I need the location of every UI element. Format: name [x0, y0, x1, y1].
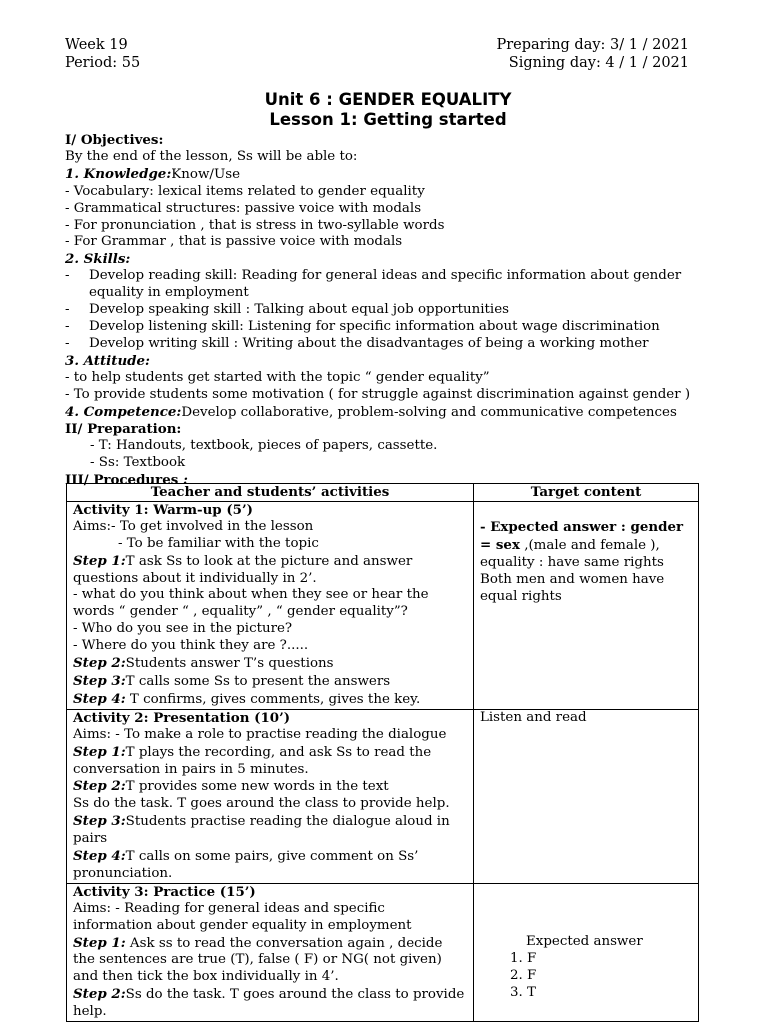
answer-item: 3. T — [527, 985, 692, 1002]
activity-1-question: - what do you think about when they see or hear the words “ gender “ , equality” , “ gender equality”? — [73, 587, 429, 620]
lesson-title: Lesson 1: Getting started — [269, 110, 507, 129]
skill-text: Develop speaking skill : Talking about equal job opportunities — [89, 302, 509, 318]
skill-item: - Develop listening skill: Listening for specific information about wage discrimination — [65, 319, 705, 336]
activity-3-aims: Aims: - Reading for general ideas and specific information about gender equality in employment — [73, 900, 412, 933]
header-right — [496, 36, 689, 72]
knowledge-item: - Vocabulary: lexical items related to gender equality — [65, 183, 425, 199]
activity-1-step-2 — [73, 655, 467, 673]
preparing-day: Preparing day: 3/ 1 / 2021 — [496, 37, 689, 53]
procedures-colon: : — [178, 472, 188, 489]
knowledge-text: Know/Use — [171, 166, 241, 182]
attitude-item: - to help students get started with the topic “ gender equality” — [65, 369, 490, 385]
table-row — [67, 883, 699, 1021]
step-text: T provides some new words in the text — [125, 779, 389, 795]
activity-1-question: - Who do you see in the picture? — [73, 621, 293, 637]
page-title — [0, 90, 768, 130]
skill-item: - Develop writing skill : Writing about the disadvantages of being a working mother — [65, 336, 705, 353]
activity-1-aims: Aims:- To get involved in the lesson — [73, 518, 314, 534]
preparation-heading: II/ Preparation: — [65, 421, 182, 438]
step-text: T plays the recording, and ask Ss to read the conversation in pairs in 5 minutes. — [73, 744, 432, 777]
activity-3-target — [474, 883, 699, 1021]
target-answer-line — [480, 519, 692, 555]
step-text: Students practise reading the dialogue aloud in pairs — [73, 814, 450, 847]
knowledge-item: - Grammatical structures: passive voice with modals — [65, 200, 422, 216]
procedures-table — [66, 483, 699, 1022]
skill-text: Develop writing skill : Writing about the disadvantages of being a working mother — [89, 335, 649, 351]
step-label: Step 1: — [73, 743, 126, 760]
skill-text: Develop reading skill: Reading for general ideas and specific information about gender equality in employment — [89, 268, 682, 301]
expected-answer-heading: Expected answer — [526, 933, 643, 949]
target-rest: ,(male and female ), — [519, 537, 660, 553]
activity-1-cell — [67, 501, 474, 709]
step-label: Step 4: — [73, 690, 126, 707]
procedures-heading-text: III/ Procedures — [65, 472, 179, 489]
answer-item: 2. F — [527, 968, 692, 985]
activity-2-step-2 — [73, 778, 467, 796]
step-text: Ss do the task. T goes around the class to provide help. — [73, 987, 465, 1020]
preparation-item: - Ss: Textbook — [90, 455, 186, 471]
knowledge-label: 1. Knowledge: — [65, 165, 172, 182]
objectives-heading: I/ Objectives: — [65, 132, 164, 148]
activity-1-title: Activity 1: Warm-up (5’) — [73, 501, 253, 518]
skill-item: - Develop reading skill: Reading for general ideas and specific information about gender equality in employment — [65, 268, 705, 302]
activity-3-title: Activity 3: Practice (15’) — [73, 883, 256, 900]
target-bold: - Expected answer : gender = sex — [480, 518, 684, 553]
activity-2-step-2b: Ss do the task. T goes around the class to provide help. — [73, 796, 450, 812]
answer-item: 1. F — [527, 951, 692, 968]
step-label: Step 2: — [73, 655, 126, 672]
step-label: Step 3: — [73, 813, 126, 830]
step-text: Ask ss to read the conversation again , decide the sentences are true (T), false ( F) or NG( not given) and then tick the box individually in 4’. — [73, 935, 443, 985]
table-row — [67, 501, 699, 709]
activity-1-step-1 — [73, 553, 467, 588]
activity-2-target — [474, 709, 699, 883]
activity-2-title: Activity 2: Presentation (10’) — [73, 709, 291, 726]
competence-text: Develop collaborative, problem-solving and communicative competences — [181, 404, 677, 420]
objectives-intro: By the end of the lesson, Ss will be able to: — [65, 148, 358, 164]
step-text: T confirms, gives comments, gives the key. — [125, 691, 421, 707]
skill-item: - Develop speaking skill : Talking about equal job opportunities — [65, 302, 705, 319]
activity-2-step-3 — [73, 813, 467, 848]
step-text: Students answer T’s questions — [125, 656, 334, 672]
activity-1-step-3 — [73, 673, 467, 691]
unit-title: Unit 6 : GENDER EQUALITY — [264, 90, 512, 109]
activity-2-aims: Aims: - To make a role to practise reading the dialogue — [73, 726, 447, 742]
step-label: Step 4: — [73, 848, 126, 865]
table-header-row — [67, 484, 699, 502]
step-label: Step 2: — [73, 986, 126, 1003]
knowledge-item: - For Grammar , that is passive voice with modals — [65, 234, 403, 250]
skills-label: 2. Skills: — [65, 251, 131, 268]
col-activities-header: Teacher and students’ activities — [67, 484, 474, 502]
activity-2-step-1 — [73, 744, 467, 779]
preparation-item: - T: Handouts, textbook, pieces of papers, cassette. — [90, 438, 438, 454]
col-target-header: Target content — [474, 484, 699, 502]
activity-1-step-4 — [73, 691, 467, 709]
step-label: Step 2: — [73, 778, 126, 795]
target-line: Both men and women have equal rights — [480, 571, 665, 604]
header-left — [65, 36, 140, 72]
activity-3-step-2 — [73, 986, 467, 1021]
knowledge-line — [65, 166, 705, 184]
step-label: Step 1: — [73, 552, 126, 569]
skill-text: Develop listening skill: Listening for specific information about wage discrimination — [89, 318, 660, 334]
competence-line — [65, 404, 705, 422]
activity-3-step-1 — [73, 935, 467, 987]
knowledge-item: - For pronunciation , that is stress in two-syllable words — [65, 217, 445, 233]
step-text: T ask Ss to look at the picture and answer questions about it individually in 2’. — [73, 553, 413, 586]
activity-1-question: - Where do you think they are ?..... — [73, 638, 309, 654]
step-text: T calls some Ss to present the answers — [125, 673, 391, 689]
target-line: Listen and read — [480, 709, 587, 725]
table-row — [67, 709, 699, 883]
attitude-label: 3. Attitude: — [65, 352, 150, 369]
signing-day: Signing day: 4 / 1 / 2021 — [508, 55, 689, 71]
step-label: Step 3: — [73, 672, 126, 689]
period-label: Period: 55 — [65, 55, 141, 71]
lesson-body — [65, 132, 705, 489]
activity-1-aims-2: - To be familiar with the topic — [118, 535, 319, 551]
competence-label: 4. Competence: — [65, 403, 182, 420]
week-label: Week 19 — [65, 37, 128, 53]
activity-2-step-4 — [73, 848, 467, 883]
activity-3-cell — [67, 883, 474, 1021]
answer-list — [480, 951, 692, 1002]
step-text: T calls on some pairs, give comment on Ss’ pronunciation. — [73, 849, 419, 881]
activity-1-target — [474, 501, 699, 709]
step-label: Step 1: — [73, 934, 126, 951]
activity-2-cell — [67, 709, 474, 883]
attitude-item: - To provide students some motivation ( for struggle against discrimination against gender ) — [65, 386, 691, 402]
target-line: equality : have same rights — [480, 554, 664, 570]
